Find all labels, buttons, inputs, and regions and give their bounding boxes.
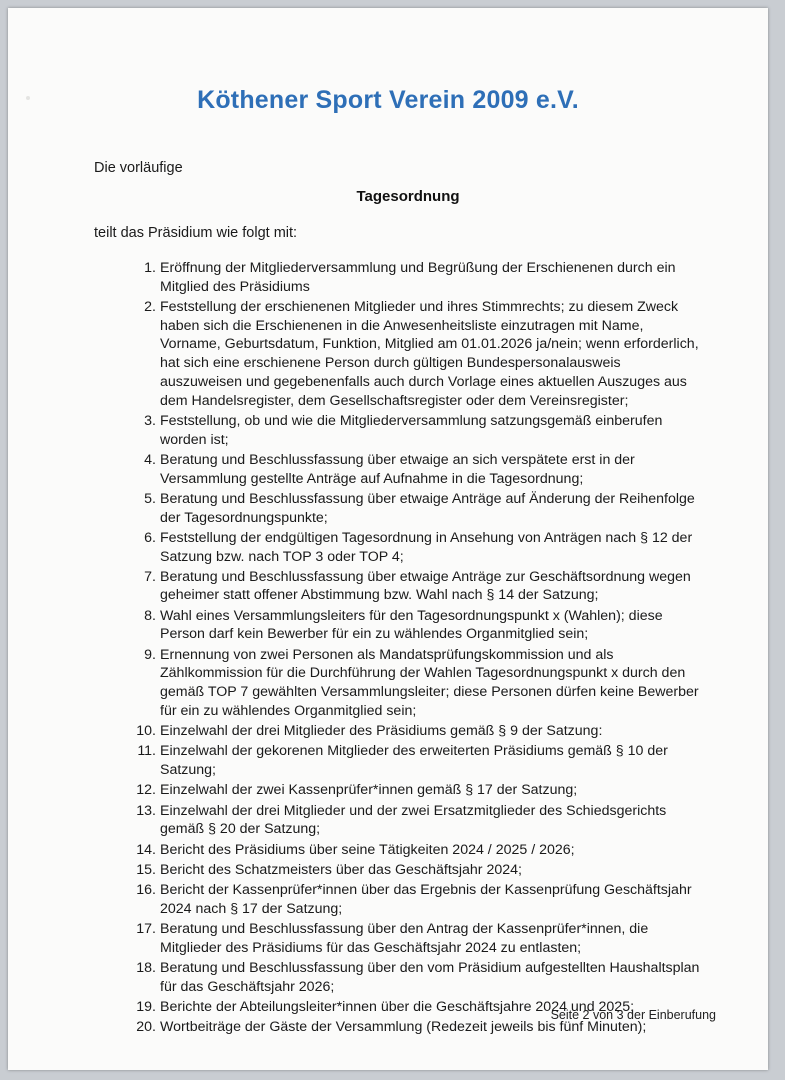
item-number: 5. — [144, 490, 156, 507]
list-item — [8, 722, 768, 741]
item-text: Feststellung der endgültigen Tagesordnung in Ansehung von Anträgen nach § 12 der Satzung bzw. nach TOP 3 oder TOP 4; — [160, 529, 693, 565]
intro-text: teilt das Präsidium wie folgt mit: — [94, 225, 298, 241]
item-text: Einzelwahl der gekorenen Mitglieder des erweiterten Präsidiums gemäß § 10 der Satzung; — [160, 743, 668, 779]
list-item — [8, 607, 768, 644]
item-number: 7. — [144, 568, 156, 585]
item-number: 8. — [144, 607, 156, 624]
list-item — [8, 298, 768, 410]
agenda-list — [8, 259, 768, 1037]
list-item — [8, 451, 768, 488]
item-number: 11. — [137, 743, 156, 760]
item-text: Eröffnung der Mitgliederversammlung und Begrüßung der Erschienenen durch ein Mitglied des Präsidiums — [160, 260, 676, 295]
list-item — [8, 646, 768, 721]
item-number: 18. — [136, 959, 156, 976]
item-text: Einzelwahl der drei Mitglieder des Präsidiums gemäß § 9 der Satzung: — [160, 723, 603, 740]
item-number: 12. — [136, 782, 156, 799]
page-content — [8, 8, 768, 1070]
list-item — [8, 568, 768, 605]
item-text: Einzelwahl der zwei Kassenprüfer*innen gemäß § 17 der Satzung; — [160, 782, 578, 799]
item-text: Beratung und Beschlussfassung über den Antrag der Kassenprüfer*innen, die Mitglieder des Präsidiums für das Geschäftsjahr 2024 zu entlasten; — [160, 920, 649, 956]
page-footer: Seite 2 von 3 der Einberufung — [550, 1008, 716, 1022]
item-number: 17. — [136, 920, 156, 937]
list-item — [8, 412, 768, 449]
list-item — [8, 781, 768, 800]
item-text: Ernennung von zwei Personen als Mandatsprüfungskommission und als Zählkommission für die Durchführung der Wahlen Tagesordnungspunkt x durch den gemäß TOP 7 gewählten Versammlungsleiter; diese Personen dürfen keine Bewerber für ein zu wählendes Organmitglied sein; — [160, 646, 699, 719]
item-number: 19. — [136, 998, 156, 1015]
item-number: 15. — [136, 861, 156, 878]
item-text: Bericht des Präsidiums über seine Tätigkeiten 2024 / 2025 / 2026; — [160, 841, 575, 858]
item-text: Berichte der Abteilungsleiter*innen über die Geschäftsjahre 2024 und 2025; — [160, 998, 635, 1015]
item-text: Wortbeiträge der Gäste der Versammlung (Redezeit jeweils bis fünf Minuten); — [160, 1019, 647, 1036]
item-number: 14. — [136, 841, 156, 858]
item-number: 9. — [144, 646, 156, 663]
list-item — [8, 259, 768, 296]
scan-artifact — [26, 96, 30, 100]
list-item — [8, 959, 768, 996]
item-number: 13. — [136, 802, 156, 819]
item-text: Wahl eines Versammlungsleiters für den Tagesordnungspunkt x (Wahlen); diese Person darf kein Bewerber für ein zu wählendes Organmitglied sein; — [160, 607, 663, 643]
item-number: 16. — [136, 882, 156, 898]
item-number: 1. — [144, 260, 156, 276]
item-text: Bericht des Schatzmeisters über das Geschäftsjahr 2024; — [160, 861, 522, 878]
list-item — [8, 920, 768, 957]
item-number: 3. — [144, 412, 156, 429]
item-number: 4. — [144, 451, 156, 468]
item-number: 2. — [144, 298, 156, 315]
item-text: Beratung und Beschlussfassung über etwaige Anträge auf Änderung der Reihenfolge der Tagesordnungspunkte; — [160, 490, 695, 526]
list-item — [8, 861, 768, 880]
item-text: Feststellung der erschienenen Mitglieder und ihres Stimmrechts; zu diesem Zweck haben sich die Erschienenen in die Anwesenheitsliste einzutragen mit Name, Vorname, Geburtsdatum, Funktion, Mitglied am 01.01.2026 ja/nein; wenn erforderlich, hat sich eine erschienene Person durch gültigen Bundespersonalausweis auszuweisen und gegebenenfalls auch durch Vorlage eines aktuellen Auszuges aus dem Handelsregister, dem Gesellschaftsregister oder dem Vereinsregister; — [160, 298, 699, 409]
item-number: 6. — [144, 529, 156, 546]
item-number: 20. — [136, 1019, 156, 1036]
list-item — [8, 742, 768, 779]
list-item — [8, 841, 768, 860]
lead-text: Die vorläufige — [94, 160, 183, 176]
item-text: Beratung und Beschlussfassung über etwaige an sich verspätete erst in der Versammlung gestellte Anträge auf Aufnahme in die Tagesordnung; — [160, 451, 635, 487]
list-item — [8, 529, 768, 566]
item-text: Beratung und Beschlussfassung über etwaige Anträge zur Geschäftsordnung wegen geheimer statt offener Abstimmung bzw. Wahl nach § 14 der Satzung; — [160, 568, 691, 604]
item-text: Feststellung, ob und wie die Mitgliederversammlung satzungsgemäß einberufen worden ist; — [160, 412, 663, 448]
item-text: Einzelwahl der drei Mitglieder und der zwei Ersatzmitglieder des Schiedsgerichts gemäß § 20 der Satzung; — [160, 802, 667, 838]
item-text: Bericht der Kassenprüfer*innen über das Ergebnis der Kassenprüfung Geschäftsjahr 2024 nach § 17 der Satzung; — [160, 882, 692, 917]
list-item — [8, 802, 768, 839]
agenda-heading: Tagesordnung — [356, 188, 460, 205]
page-title: Köthener Sport Verein 2009 e.V. — [197, 86, 579, 114]
item-number: 10. — [136, 723, 156, 740]
document-page — [8, 8, 768, 1070]
list-item — [8, 490, 768, 527]
list-item — [8, 881, 768, 918]
item-text: Beratung und Beschlussfassung über den vom Präsidium aufgestellten Haushaltsplan für das Geschäftsjahr 2026; — [160, 959, 700, 995]
